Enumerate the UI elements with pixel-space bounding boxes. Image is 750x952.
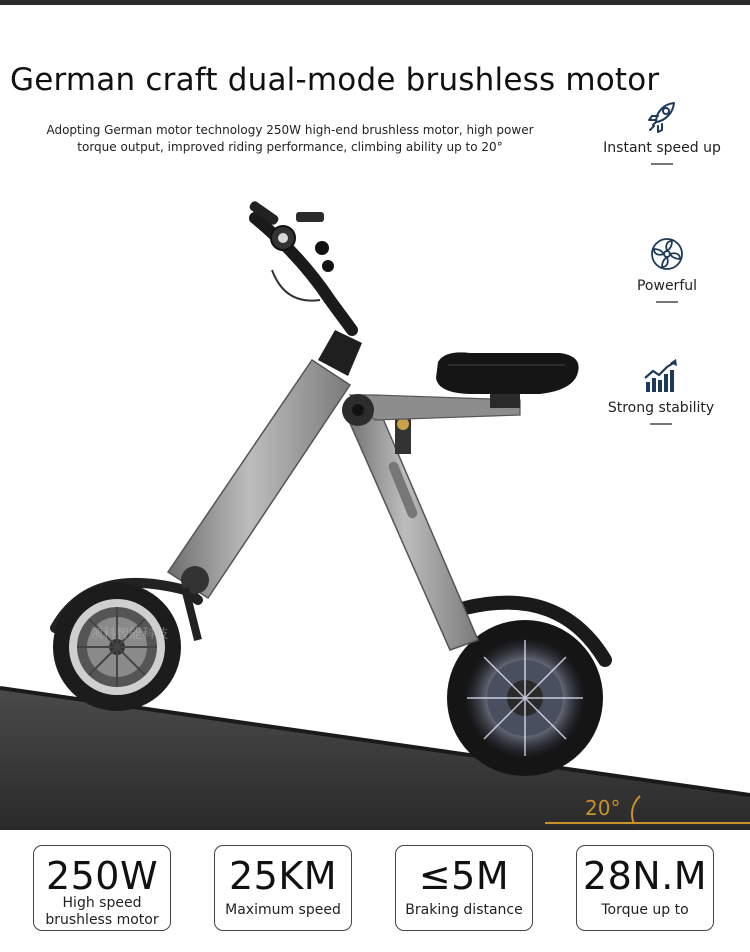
steering (248, 200, 362, 376)
scooter-scene (0, 190, 750, 830)
front-wheel (53, 583, 198, 711)
rear-arm (345, 400, 478, 650)
stat-value: ≤5M (418, 854, 510, 898)
stat-caption: High speed brushless motor (45, 895, 159, 928)
stat-value: 28N.M (582, 854, 708, 898)
stat-speed (214, 845, 352, 931)
seat (436, 352, 579, 394)
divider (651, 163, 673, 165)
stat-caption: Maximum speed (225, 902, 341, 918)
stat-braking (395, 845, 533, 931)
feature-label: Powerful (636, 278, 698, 294)
feature-instant-speed (587, 96, 737, 165)
page-subtitle: Adopting German motor technology 250W high-end brushless motor, high power torque output, improved riding performance, climbing ability up to 20° (46, 123, 534, 154)
watermark: 领科智能科技 (90, 626, 169, 641)
page-title: German craft dual-mode brushless motor (10, 62, 660, 98)
top-border (0, 0, 750, 5)
stat-value: 25KM (228, 854, 338, 898)
feature-label: Strong stability (607, 400, 715, 416)
slope-angle-label: 20° (585, 796, 621, 820)
stat-value: 250W (45, 854, 159, 898)
rocket-icon (642, 96, 682, 136)
stat-caption: Braking distance (405, 902, 523, 918)
feature-label: Instant speed up (603, 140, 721, 156)
stat-power (33, 845, 171, 931)
seat-arm (342, 392, 520, 426)
stat-torque (576, 845, 714, 931)
stat-caption: Torque up to (601, 902, 689, 918)
